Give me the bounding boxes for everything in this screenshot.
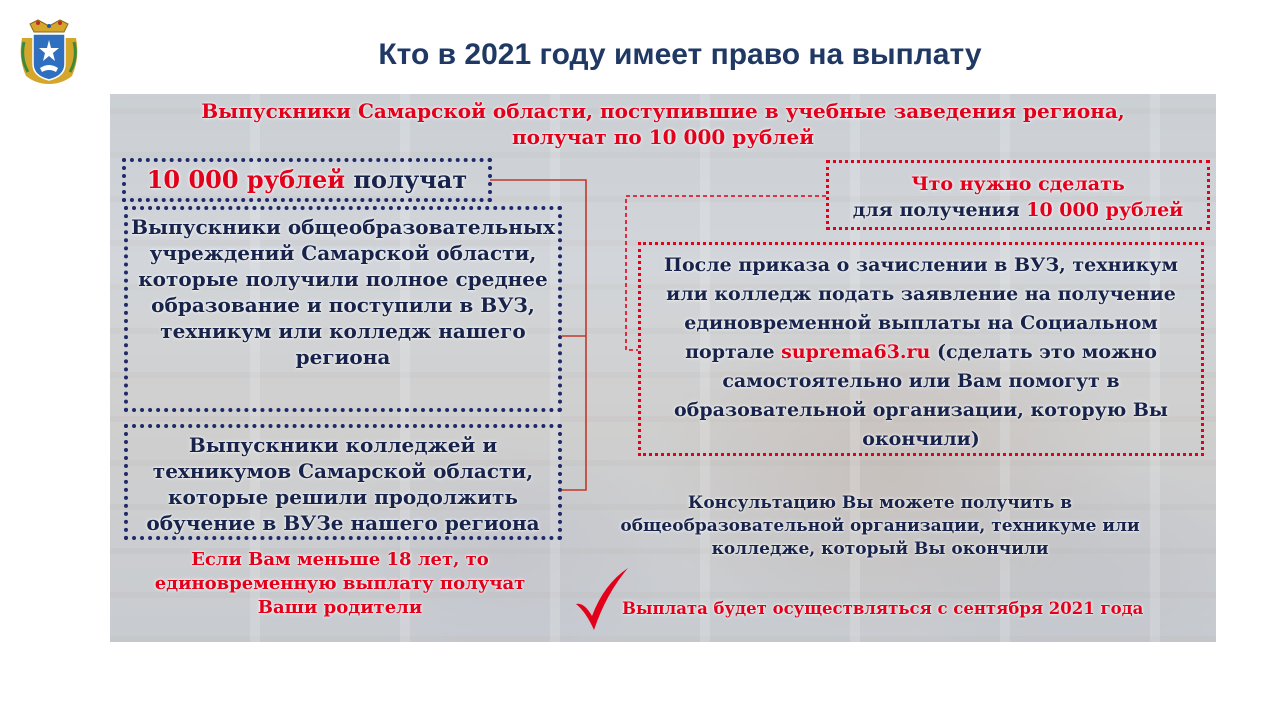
what-to-do-line-1: Что нужно сделать [911, 173, 1125, 195]
recipients-heading-verb: получат [345, 165, 468, 194]
what-to-do-box [826, 160, 1210, 230]
info-panel [110, 94, 1216, 642]
procedure-text-before-link: После приказа о зачислении в ВУЗ, техникум или колледж подать заявление на получение единовременной выплаты на Социальном портале [664, 254, 1178, 363]
intro-line-1: Выпускники Самарской области, поступившие в учебные заведения региона, [201, 99, 1125, 123]
recipients-heading-box [122, 158, 492, 202]
college-graduates-text: Выпускники колледжей и техникумов Самарской области, которые решили продолжить обучение в ВУЗе нашего региона [146, 433, 540, 535]
procedure-box [638, 242, 1204, 456]
left-connector-line [490, 176, 600, 496]
procedure-text-after-link: (сделать это можно самостоятельно или Вам помогут в образовательной организации, которую Вы окончили) [674, 341, 1168, 450]
page-title: Кто в 2021 году имеет право на выплату [378, 38, 982, 71]
what-to-do-line-2-prefix: для получения [852, 199, 1027, 221]
what-to-do-line-2-amount: 10 000 рублей [1026, 199, 1184, 221]
samara-region-coat-of-arms-icon [18, 18, 80, 86]
suprema63-link[interactable]: suprema63.ru [781, 341, 931, 363]
consultation-note: Консультацию Вы можете получить в общеобразовательной организации, техникуме или колледже, который Вы окончили [620, 493, 1140, 559]
recipients-heading-amount: 10 000 рублей [146, 165, 346, 194]
intro-line-2: получат по 10 000 рублей [511, 125, 815, 149]
intro-text [110, 98, 1216, 150]
payment-start-note: Выплата будет осуществляться с сентября 2021 года [622, 599, 1144, 618]
under-18-note: Если Вам меньше 18 лет, то единовременную выплату получат Ваши родители [154, 549, 526, 618]
school-graduates-text: Выпускники общеобразовательных учреждений Самарской области, которые получили полное среднее образование и поступили в ВУЗ, техникум или колледж нашего региона [131, 215, 555, 369]
